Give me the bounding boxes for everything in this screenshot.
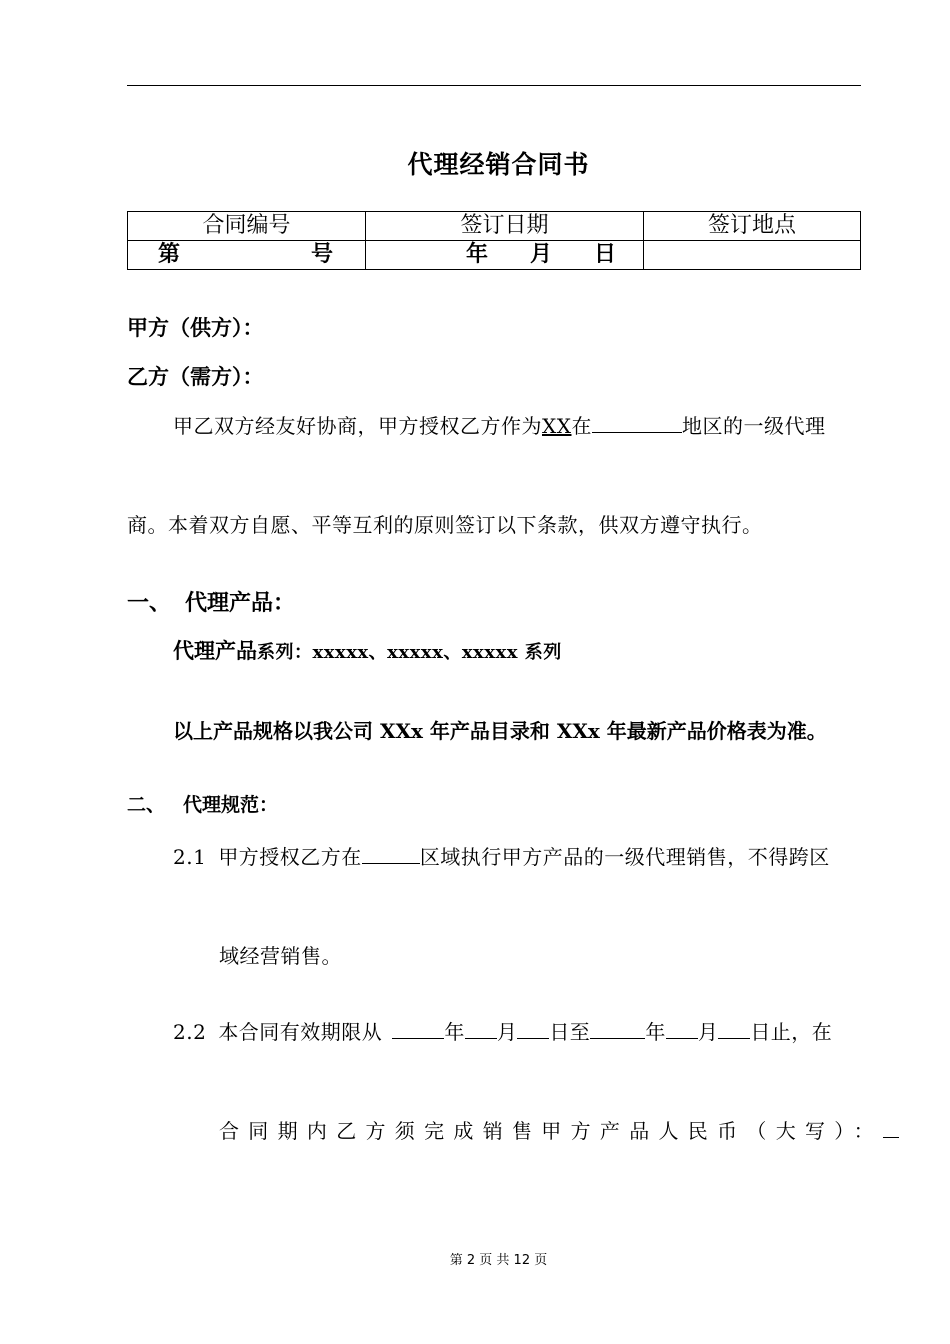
brand-placeholder: XX [542, 414, 572, 438]
end-month-label: 月 [697, 1020, 719, 1044]
date-year: 年 [466, 242, 489, 267]
header-sign-date: 签订日期 [366, 212, 644, 241]
value-contract-no [128, 241, 366, 270]
start-year-blank [392, 1018, 444, 1039]
date-month: 月 [530, 242, 553, 267]
clause-2-2-line-2-text: 合同期内乙方须完成销售甲方产品人民币（大写）： [219, 1119, 883, 1143]
intro-line-2: 商。本着双方自愿、平等互利的原则签订以下条款，供双方遵守执行。 [127, 513, 763, 537]
product-series-line [173, 635, 562, 665]
info-table-header-row [128, 212, 861, 241]
clause-2-2-text-a: 本合同有效期限从 [218, 1020, 383, 1044]
clause-2-1-line-1 [173, 841, 830, 870]
intro-text-a: 甲乙双方经友好协商，甲方授权乙方作为 [173, 414, 542, 438]
clause-2-2-line-2 [219, 1115, 899, 1144]
section-2-heading [127, 790, 278, 817]
header-contract-no: 合同编号 [128, 212, 366, 241]
date-day: 日 [594, 242, 617, 267]
end-year-label: 年 [645, 1020, 666, 1044]
value-sign-location [644, 241, 861, 270]
intro-text-c: 地区的一级代理 [681, 414, 826, 438]
end-month-blank [666, 1018, 698, 1039]
region-blank [592, 412, 682, 433]
page-footer: 第 2 页 共 12 页 [449, 1253, 548, 1268]
intro-text-b: 在 [571, 414, 592, 438]
value-sign-date [366, 241, 644, 270]
amount-blank [883, 1117, 899, 1138]
end-day-blank [718, 1018, 750, 1039]
start-day-label: 日至 [549, 1020, 591, 1044]
document-title: 代理经销合同书 [407, 150, 590, 179]
start-day-blank [517, 1018, 549, 1039]
clause-2-1-text-b: 区域执行甲方产品的一级代理销售，不得跨区 [419, 845, 830, 869]
area-blank [362, 843, 420, 864]
start-year-label: 年 [444, 1020, 465, 1044]
contract-no-prefix: 第 [158, 242, 181, 267]
contract-no-suffix: 号 [310, 242, 333, 267]
product-series-label: 代理产品 [173, 639, 257, 663]
intro-line-1 [173, 410, 825, 439]
clause-2-1-number: 2.1 [173, 845, 207, 869]
product-catalog-note: 以上产品规格以我公司 XXx 年产品目录和 XXx 年最新产品价格表为准。 [173, 719, 827, 743]
product-series-text: 系列：xxxxx、xxxxx、xxxxx 系列 [257, 642, 562, 663]
section-1-heading [127, 586, 295, 617]
section-2-number: 二、 [127, 794, 166, 816]
party-b-label: 乙方（需方）： [127, 365, 264, 389]
clause-2-1-line-2: 域经营销售。 [219, 944, 342, 968]
info-table-value-row [128, 241, 861, 270]
clause-2-2-line-1 [173, 1016, 832, 1045]
clause-2-2-number: 2.2 [173, 1020, 207, 1044]
header-rule [127, 85, 861, 86]
header-sign-location: 签订地点 [644, 212, 861, 241]
section-1-number: 一、 [127, 591, 172, 616]
contract-info-table [127, 211, 861, 270]
section-2-title: 代理规范： [183, 794, 279, 816]
start-month-label: 月 [496, 1020, 518, 1044]
end-day-label: 日止，在 [750, 1020, 833, 1044]
start-month-blank [465, 1018, 497, 1039]
party-a-label: 甲方（供方）： [127, 316, 264, 340]
end-year-blank [590, 1018, 645, 1039]
section-1-title: 代理产品： [185, 591, 296, 616]
clause-2-1-text-a: 甲方授权乙方在 [218, 845, 362, 869]
